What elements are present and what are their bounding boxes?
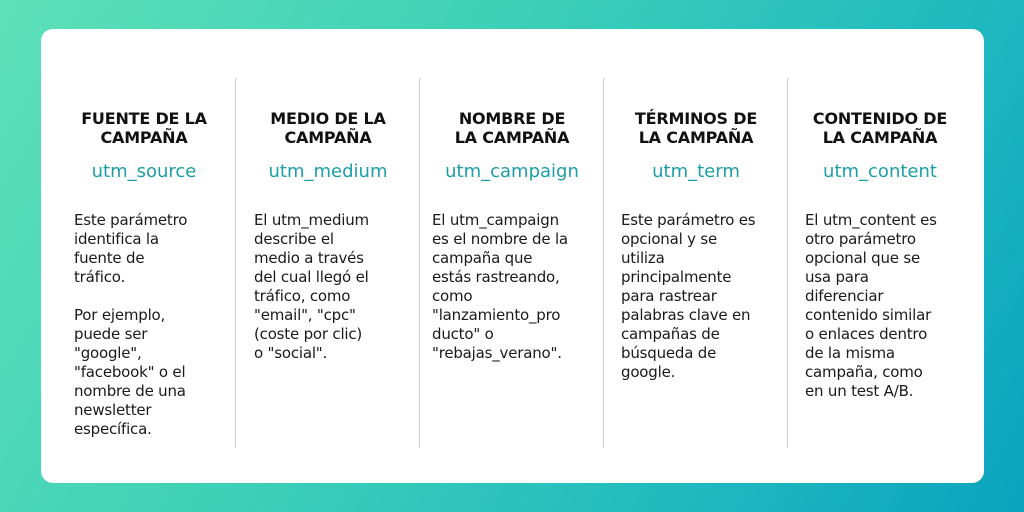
parameter-description: El utm_medium describe el medio a través del cual llegó el tráfico, como "email", "cpc" (coste por clic) o "social". [254, 211, 369, 362]
column-utm-content [788, 78, 972, 448]
column-title [236, 109, 420, 147]
column-utm-source [52, 78, 236, 448]
column-utm-term [604, 78, 788, 448]
parameter-name: utm_content [823, 161, 937, 182]
title-line: CAMPAÑA [100, 128, 188, 147]
parameter-description: Este parámetro es opcional y se utiliza principalmente para rastrear palabras clave en campañas de búsqueda de google. [621, 211, 756, 381]
parameter-name: utm_campaign [445, 161, 579, 182]
parameter-description: El utm_campaign es el nombre de la campaña que estás rastreando, como "lanzamiento_pro ducto" o "rebajas_verano". [432, 211, 568, 362]
column-utm-campaign [420, 78, 604, 448]
title-line: CAMPAÑA [284, 128, 372, 147]
column-title [604, 109, 788, 147]
title-line: CONTENIDO DE [812, 109, 948, 128]
parameter-name: utm_source [91, 161, 197, 182]
column-utm-medium [236, 78, 420, 448]
parameter-description: El utm_content es otro parámetro opcional que se usa para diferenciar contenido similar o enlaces dentro de la misma campaña, como en un test A/B. [805, 211, 937, 400]
title-line: LA CAMPAÑA [638, 128, 754, 147]
title-line: MEDIO DE LA [270, 109, 386, 128]
title-line: LA CAMPAÑA [454, 128, 570, 147]
title-line: NOMBRE DE [458, 109, 566, 128]
parameter-description: Este parámetro identifica la fuente de tráfico. Por ejemplo, puede ser "google", "facebook" o el nombre de una newsletter específica. [74, 211, 188, 438]
title-line: FUENTE DE LA [81, 109, 207, 128]
column-title [788, 109, 972, 147]
parameter-name: utm_term [652, 161, 740, 182]
column-title [420, 109, 604, 147]
column-title [52, 109, 236, 147]
title-line: TÉRMINOS DE [634, 109, 758, 128]
parameter-name: utm_medium [268, 161, 388, 182]
utm-parameters-table [52, 78, 972, 448]
title-line: LA CAMPAÑA [822, 128, 938, 147]
